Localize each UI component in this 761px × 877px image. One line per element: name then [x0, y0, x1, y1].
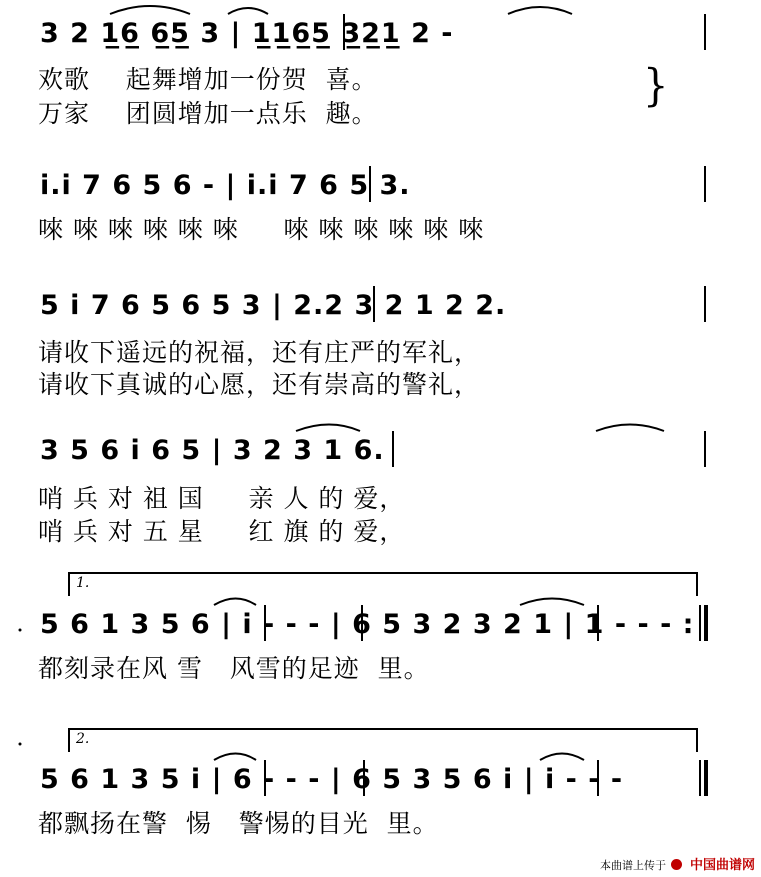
upload-credit: [600, 857, 755, 875]
lyric-line-1a: 欢歌 起舞增加一份贺 喜。: [38, 65, 378, 94]
lyric-line-3b: 请收下真诚的心愿，还有崇高的警礼，: [38, 370, 481, 399]
notation-line-6: 5 6 1 3 5 i | 6 - - - | 6 5 3 5 6 i | i - - -: [40, 764, 624, 795]
lyric-line-3a: 请收下遥远的祝福，还有庄严的军礼，: [38, 338, 481, 367]
lyric-line-2: 唻 唻 唻 唻 唻 唻 唻 唻 唻 唻 唻 唻: [38, 215, 485, 244]
notation-line-5: 5 6 1 3 5 6 | i - - - | 6 5 3 2 3 2 1 | 1 - - - :: [40, 609, 695, 640]
verse-brace: }: [643, 60, 669, 112]
lyric-line-4b: 哨 兵 对 五 星 红 旗 的 爱，: [38, 517, 406, 546]
notation-line-4: 3 5 6 i 6 5 | 3 2 3 1 6.: [40, 435, 385, 466]
lyric-line-6: 都飘扬在警 惕 警惕的目光 里。: [38, 809, 439, 838]
volta-2-label: 2.: [76, 731, 90, 747]
lyric-line-1b: 万家 团圆增加一点乐 趣。: [38, 99, 378, 128]
lyric-line-5: 都刻录在风 雪 风雪的足迹 里。: [38, 654, 430, 683]
notation-line-3: 5 i 7 6 5 6 5 3 | 2.2 3 2 1 2 2.: [40, 290, 507, 321]
lyric-line-4a: 哨 兵 对 祖 国 亲 人 的 爱，: [38, 484, 406, 513]
site-logo-icon: [671, 859, 682, 870]
notation-line-1: 3 2 1̲6̲ 6̲5̲ 3 | 1̲1̲6̲5̲ 3̲2̲1̲ 2 -: [40, 18, 454, 49]
site-name[interactable]: 中国曲谱网: [689, 858, 755, 873]
volta-1-label: 1.: [76, 575, 90, 591]
notation-line-2: i.i 7 6 5 6 - | i.i 7 6 5 3.: [40, 170, 411, 201]
upload-credit-text: 本曲谱上传于: [599, 859, 666, 872]
